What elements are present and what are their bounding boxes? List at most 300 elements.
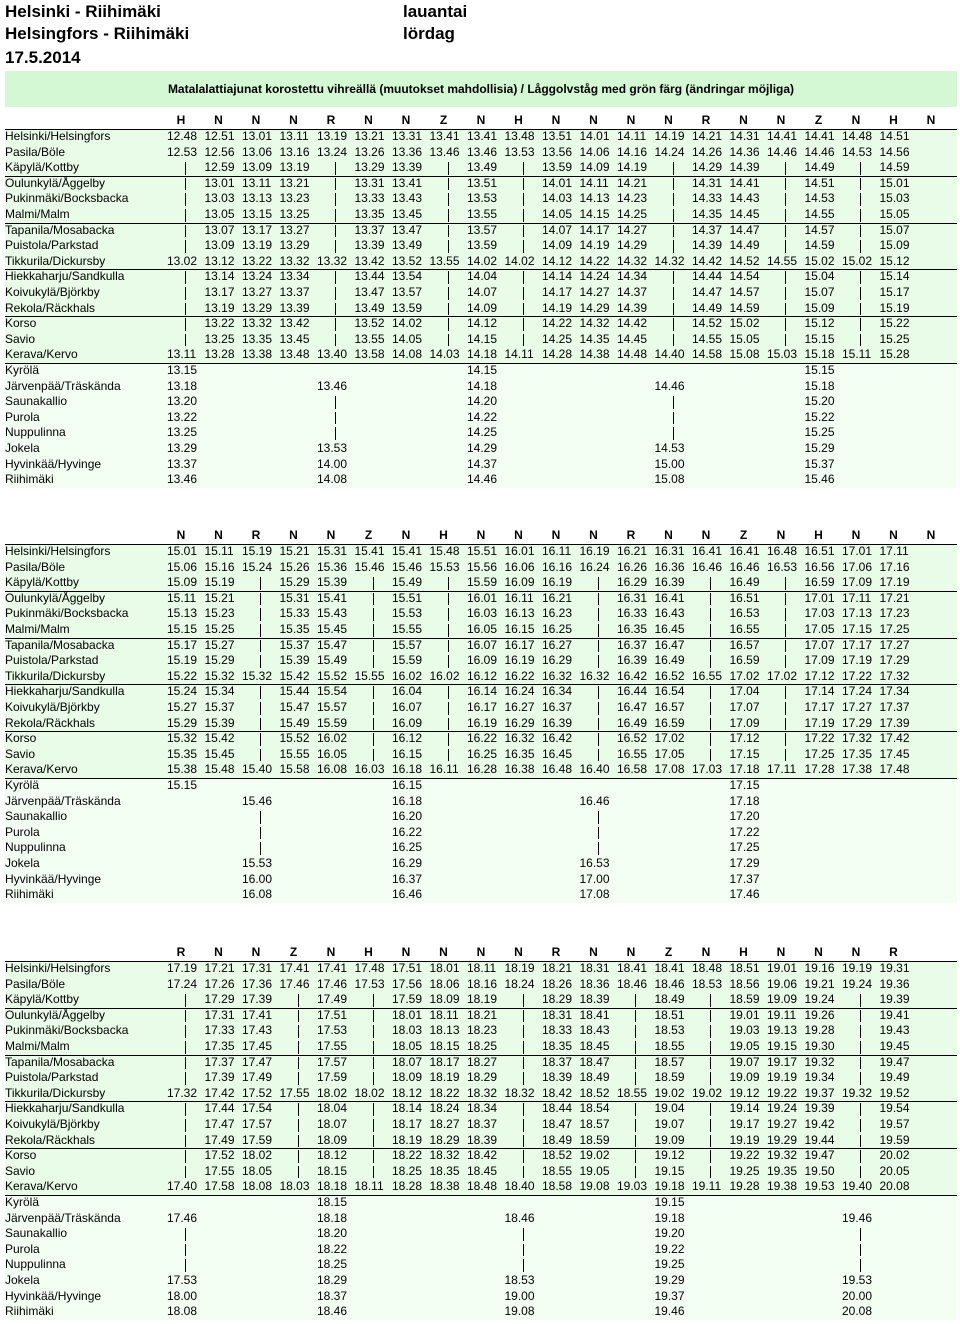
- departure-time: 18.29: [317, 1273, 348, 1287]
- pass-through-marker: [673, 334, 674, 347]
- departure-time: 13.06: [242, 144, 273, 159]
- departure-time: 14.09: [579, 160, 610, 175]
- pass-through-marker: [373, 655, 374, 668]
- pass-through-marker: [860, 1244, 861, 1257]
- pass-through-marker: [185, 334, 186, 347]
- departure-time: 16.05: [317, 746, 348, 761]
- departure-time: 15.21: [204, 590, 235, 605]
- departure-time: 13.20: [167, 394, 198, 409]
- departure-time: 18.51: [729, 961, 760, 975]
- departure-time: 14.42: [617, 316, 648, 331]
- station-name: Malmi/Malm: [5, 622, 70, 636]
- departure-time: 17.43: [242, 1023, 273, 1038]
- station-name: Malmi/Malm: [5, 1039, 70, 1053]
- departure-time: 19.52: [879, 1085, 910, 1100]
- departure-time: 18.35: [429, 1163, 460, 1178]
- pass-through-marker: [448, 178, 449, 191]
- departure-time: 17.27: [842, 700, 873, 714]
- departure-time: 14.25: [617, 207, 648, 221]
- station-name: Koivukylä/Björkby: [5, 285, 100, 299]
- departure-time: 19.25: [654, 1257, 685, 1272]
- departure-time: 14.07: [542, 222, 573, 237]
- pass-through-marker: [710, 640, 711, 653]
- departure-time: 16.08: [317, 762, 348, 777]
- departure-time: 18.34: [467, 1101, 498, 1116]
- departure-time: 16.21: [542, 590, 573, 605]
- train-code: N: [364, 113, 373, 127]
- station-name: Helsinki/Helsingfors: [5, 961, 111, 975]
- departure-time: 15.31: [279, 590, 310, 605]
- departure-time: 16.05: [467, 622, 498, 636]
- pass-through-marker: [185, 1135, 186, 1148]
- departure-time: 17.16: [879, 559, 910, 574]
- departure-time: 16.40: [579, 762, 610, 777]
- departure-time: 19.50: [804, 1163, 835, 1178]
- departure-time: 16.47: [617, 700, 648, 714]
- departure-time: 14.41: [804, 129, 835, 143]
- departure-time: 17.45: [879, 746, 910, 761]
- departure-time: 16.11: [542, 544, 572, 558]
- train-code: N: [214, 528, 223, 542]
- departure-time: 13.09: [204, 238, 235, 253]
- departure-time: 16.51: [804, 544, 835, 558]
- departure-time: 14.59: [804, 238, 835, 253]
- departure-time: 15.59: [392, 653, 423, 668]
- departure-time: 13.07: [204, 222, 235, 237]
- departure-time: 15.25: [879, 331, 910, 346]
- pass-through-marker: [710, 686, 711, 699]
- departure-time: 16.55: [692, 668, 723, 683]
- departure-time: 16.21: [617, 544, 648, 558]
- departure-time: 14.11: [579, 175, 609, 190]
- departure-time: 19.22: [729, 1148, 760, 1163]
- departure-time: 18.28: [392, 1179, 423, 1194]
- departure-time: 19.30: [804, 1039, 835, 1053]
- departure-time: 14.09: [467, 300, 498, 315]
- departure-time: 14.22: [542, 316, 573, 331]
- departure-time: 18.04: [317, 1101, 348, 1116]
- departure-time: 16.44: [617, 684, 648, 699]
- train-code: N: [401, 945, 411, 959]
- departure-time: 16.15: [392, 746, 423, 761]
- departure-time: 16.39: [654, 575, 685, 590]
- pass-through-marker: [635, 1057, 636, 1070]
- departure-time: 18.48: [692, 961, 723, 975]
- departure-time: 13.48: [279, 347, 310, 362]
- departure-time: 16.03: [467, 606, 498, 621]
- departure-time: 17.26: [204, 976, 235, 991]
- departure-time: 17.59: [242, 1132, 273, 1147]
- pass-through-marker: [860, 1228, 861, 1241]
- pass-through-marker: [298, 1010, 299, 1023]
- departure-time: 19.15: [654, 1195, 685, 1209]
- departure-time: 13.49: [354, 300, 385, 315]
- pass-through-marker: [860, 193, 861, 206]
- pass-through-marker: [523, 1025, 524, 1038]
- departure-time: 19.08: [579, 1179, 610, 1194]
- departure-time: 13.25: [204, 331, 235, 346]
- pass-through-marker: [523, 225, 524, 238]
- departure-time: 15.48: [429, 544, 460, 558]
- pass-through-marker: [860, 303, 861, 316]
- departure-time: 19.09: [767, 992, 798, 1007]
- pass-through-marker: [185, 162, 186, 175]
- departure-time: 13.45: [392, 207, 423, 221]
- pass-through-marker: [260, 842, 261, 855]
- departure-time: 19.17: [767, 1054, 798, 1069]
- departure-time: 14.48: [617, 347, 648, 362]
- pass-through-marker: [860, 271, 861, 284]
- departure-time: 13.42: [279, 316, 310, 331]
- pass-through-marker: [785, 240, 786, 253]
- departure-time: 14.24: [654, 144, 685, 159]
- train-code: R: [889, 945, 898, 959]
- departure-time: 16.39: [542, 715, 573, 730]
- departure-time: 18.06: [429, 976, 460, 991]
- station-name: Kyrölä: [5, 1195, 40, 1209]
- departure-time: 16.32: [542, 668, 573, 683]
- pass-through-marker: [260, 624, 261, 637]
- train-code: N: [814, 945, 823, 959]
- pass-through-marker: [373, 1119, 374, 1132]
- train-code: N: [439, 945, 448, 959]
- departure-time: 14.55: [692, 331, 723, 346]
- station-name: Koivukylä/Björkby: [5, 1117, 100, 1131]
- date-label: 17.5.2014: [5, 48, 81, 67]
- departure-time: 15.28: [879, 347, 910, 362]
- station-name: Savio: [5, 1163, 36, 1178]
- departure-time: 15.14: [879, 269, 910, 284]
- departure-time: 13.29: [167, 441, 198, 455]
- departure-time: 13.53: [317, 441, 348, 455]
- station-name: Jokela: [5, 856, 40, 870]
- departure-time: 17.34: [879, 684, 910, 699]
- departure-time: 14.53: [804, 191, 835, 206]
- train-code: N: [626, 113, 636, 127]
- departure-time: 16.17: [504, 637, 535, 652]
- departure-time: 17.41: [279, 961, 310, 975]
- departure-time: 17.46: [317, 976, 348, 991]
- departure-time: 13.33: [354, 191, 385, 206]
- departure-time: 13.16: [279, 144, 310, 159]
- departure-time: 12.48: [167, 129, 198, 143]
- departure-time: 15.00: [654, 456, 685, 471]
- departure-time: 14.22: [467, 409, 498, 424]
- train-code: Z: [439, 113, 448, 127]
- departure-time: 19.44: [804, 1132, 835, 1147]
- departure-time: 15.31: [317, 544, 348, 558]
- departure-time: 15.55: [392, 622, 423, 636]
- departure-time: 13.46: [317, 378, 348, 393]
- departure-time: 18.03: [392, 1023, 423, 1038]
- pass-through-marker: [448, 240, 449, 253]
- departure-time: 18.27: [467, 1054, 498, 1069]
- pass-through-marker: [185, 287, 186, 300]
- departure-time: 14.42: [692, 253, 723, 268]
- pass-through-marker: [448, 225, 449, 238]
- station-name: Hiekkaharju/Sandkulla: [5, 1101, 125, 1116]
- departure-time: 15.44: [279, 684, 310, 699]
- pass-through-marker: [860, 162, 861, 175]
- departure-time: 19.17: [729, 1117, 760, 1131]
- departure-time: 17.18: [729, 762, 760, 777]
- departure-time: 18.07: [392, 1054, 423, 1069]
- departure-time: 19.08: [504, 1304, 535, 1319]
- pass-through-marker: [860, 1166, 861, 1179]
- departure-time: 15.02: [804, 253, 835, 268]
- departure-time: 13.46: [429, 144, 460, 159]
- weekday-sv: lördag: [403, 24, 455, 43]
- station-name: Jokela: [5, 441, 40, 455]
- departure-time: 15.22: [804, 409, 835, 424]
- departure-time: 18.38: [429, 1179, 460, 1194]
- departure-time: 13.31: [392, 129, 423, 143]
- departure-time: 13.23: [279, 191, 310, 206]
- departure-time: 17.59: [317, 1070, 348, 1085]
- pass-through-marker: [860, 1041, 861, 1054]
- departure-time: 18.47: [542, 1117, 573, 1131]
- departure-time: 17.02: [654, 731, 685, 746]
- pass-through-marker: [298, 1057, 299, 1070]
- pass-through-marker: [860, 1119, 861, 1132]
- departure-time: 17.06: [842, 559, 873, 574]
- departure-time: 17.52: [204, 1148, 235, 1163]
- departure-time: 16.59: [804, 575, 835, 590]
- pass-through-marker: [185, 303, 186, 316]
- train-code: N: [289, 113, 298, 127]
- pass-through-marker: [185, 1259, 186, 1272]
- station-name: Oulunkylä/Åggelby: [5, 1007, 106, 1022]
- departure-time: 17.19: [804, 715, 835, 730]
- departure-time: 18.39: [467, 1132, 498, 1147]
- departure-time: 14.58: [692, 347, 723, 362]
- departure-time: 16.22: [467, 731, 498, 746]
- departure-time: 18.29: [542, 992, 573, 1007]
- pass-through-marker: [785, 209, 786, 222]
- departure-time: 15.09: [167, 575, 198, 590]
- pass-through-marker: [523, 334, 524, 347]
- pass-through-marker: [860, 209, 861, 222]
- departure-time: 16.41: [729, 544, 760, 558]
- departure-time: 14.18: [467, 378, 498, 393]
- departure-time: 18.37: [467, 1117, 498, 1131]
- pass-through-marker: [785, 271, 786, 284]
- departure-time: 18.15: [317, 1163, 348, 1178]
- pass-through-marker: [710, 608, 711, 621]
- train-code: Z: [739, 528, 748, 542]
- pass-through-marker: [710, 1041, 711, 1054]
- pass-through-marker: [260, 655, 261, 668]
- departure-time: 17.05: [804, 622, 835, 636]
- pass-through-marker: [185, 318, 186, 331]
- pass-through-marker: [710, 1150, 711, 1163]
- pass-through-marker: [523, 240, 524, 253]
- departure-time: 15.12: [804, 316, 835, 331]
- departure-time: 18.55: [654, 1039, 685, 1053]
- departure-time: 14.00: [317, 456, 348, 471]
- departure-time: 17.39: [879, 715, 910, 730]
- departure-time: 18.09: [317, 1132, 348, 1147]
- departure-time: 14.39: [692, 238, 723, 253]
- departure-time: 18.41: [579, 1007, 610, 1022]
- departure-time: 16.51: [729, 590, 760, 605]
- departure-time: 14.29: [692, 160, 723, 175]
- departure-time: 18.37: [542, 1054, 573, 1069]
- pass-through-marker: [710, 1135, 711, 1148]
- departure-time: 17.55: [279, 1085, 310, 1100]
- departure-time: 17.53: [317, 1023, 348, 1038]
- departure-time: 16.43: [654, 606, 685, 621]
- departure-time: 14.19: [654, 129, 685, 143]
- train-code: N: [776, 113, 786, 127]
- departure-time: 17.53: [167, 1273, 198, 1287]
- pass-through-marker: [785, 334, 786, 347]
- departure-time: 16.39: [617, 653, 648, 668]
- departure-time: 19.19: [729, 1132, 760, 1147]
- pass-through-marker: [635, 1166, 636, 1179]
- departure-time: 14.27: [579, 285, 610, 299]
- departure-time: 14.20: [467, 394, 498, 409]
- departure-time: 16.26: [617, 559, 648, 574]
- pass-through-marker: [373, 593, 374, 606]
- departure-time: 15.20: [804, 394, 835, 409]
- pass-through-marker: [448, 287, 449, 300]
- departure-time: 17.05: [654, 746, 685, 761]
- departure-time: 14.02: [504, 253, 535, 268]
- departure-time: 14.32: [654, 253, 685, 268]
- train-code: N: [664, 113, 673, 127]
- departure-time: 19.22: [654, 1241, 685, 1256]
- pass-through-marker: [373, 733, 374, 746]
- pass-through-marker: [785, 640, 786, 653]
- station-name: Rekola/Räckhals: [5, 1132, 96, 1147]
- departure-time: 16.41: [654, 590, 685, 605]
- departure-time: 13.27: [279, 222, 310, 237]
- departure-time: 18.46: [654, 976, 685, 991]
- pass-through-marker: [785, 303, 786, 316]
- departure-time: 17.09: [842, 575, 873, 590]
- station-name: Saunakallio: [5, 809, 68, 824]
- departure-time: 15.35: [279, 622, 310, 636]
- station-name: Hiekkaharju/Sandkulla: [5, 684, 125, 699]
- departure-time: 18.35: [542, 1039, 573, 1053]
- departure-time: 13.55: [429, 253, 460, 268]
- train-code: H: [364, 945, 373, 959]
- departure-time: 14.57: [729, 285, 760, 299]
- departure-time: 16.12: [467, 668, 498, 683]
- departure-time: 12.51: [204, 129, 235, 143]
- pass-through-marker: [373, 702, 374, 715]
- train-code: R: [626, 528, 636, 542]
- departure-time: 16.20: [392, 809, 423, 824]
- pass-through-marker: [673, 303, 674, 316]
- departure-time: 13.19: [317, 129, 348, 143]
- departure-time: 18.31: [579, 961, 610, 975]
- departure-time: 18.48: [467, 1179, 498, 1194]
- pass-through-marker: [448, 718, 449, 731]
- pass-through-marker: [185, 271, 186, 284]
- pass-through-marker: [260, 827, 261, 840]
- departure-time: 18.02: [242, 1148, 273, 1163]
- station-name: Hyvinkää/Hyvinge: [5, 1288, 102, 1303]
- departure-time: 17.14: [804, 684, 835, 699]
- pass-through-marker: [785, 225, 786, 238]
- departure-time: 17.55: [204, 1163, 235, 1178]
- train-code: N: [626, 945, 636, 959]
- departure-time: 15.42: [204, 731, 235, 746]
- departure-time: 19.26: [804, 1007, 835, 1022]
- departure-time: 14.53: [842, 144, 873, 159]
- departure-time: 13.02: [167, 253, 198, 268]
- pass-through-marker: [860, 994, 861, 1007]
- departure-time: 14.18: [467, 347, 498, 362]
- station-name: Korso: [5, 731, 37, 746]
- departure-time: 16.29: [617, 575, 648, 590]
- departure-time: 15.35: [167, 746, 198, 761]
- station-name: Purola: [5, 409, 40, 424]
- departure-time: 18.22: [317, 1241, 348, 1256]
- departure-time: 13.41: [467, 129, 498, 143]
- train-code: N: [401, 113, 411, 127]
- departure-time: 14.12: [542, 253, 573, 268]
- departure-time: 13.15: [167, 363, 198, 377]
- pass-through-marker: [523, 1010, 524, 1023]
- departure-time: 15.46: [804, 472, 835, 487]
- pass-through-marker: [448, 686, 449, 699]
- pass-through-marker: [673, 287, 674, 300]
- pass-through-marker: [523, 1072, 524, 1085]
- departure-time: 16.32: [504, 731, 535, 746]
- pass-through-marker: [860, 240, 861, 253]
- pass-through-marker: [185, 1228, 186, 1241]
- pass-through-marker: [635, 1103, 636, 1116]
- departure-time: 17.11: [842, 590, 872, 605]
- departure-time: 18.56: [729, 976, 760, 991]
- departure-time: 19.28: [729, 1179, 760, 1194]
- departure-time: 13.37: [167, 456, 198, 471]
- departure-time: 15.51: [392, 590, 423, 605]
- departure-time: 18.42: [467, 1148, 498, 1163]
- departure-time: 13.35: [242, 331, 273, 346]
- departure-time: 13.53: [504, 144, 535, 159]
- departure-time: 17.19: [167, 961, 198, 975]
- departure-time: 17.39: [204, 1070, 235, 1085]
- departure-time: 17.17: [804, 700, 835, 714]
- departure-time: 18.52: [579, 1085, 610, 1100]
- train-code: R: [326, 113, 336, 127]
- pass-through-marker: [448, 593, 449, 606]
- departure-time: 16.45: [542, 746, 573, 761]
- departure-time: 16.56: [804, 559, 835, 574]
- departure-time: 19.16: [804, 961, 835, 975]
- departure-time: 14.02: [467, 253, 498, 268]
- station-name: Purola: [5, 824, 40, 839]
- pass-through-marker: [185, 1150, 186, 1163]
- departure-time: 19.09: [729, 1070, 760, 1085]
- pass-through-marker: [335, 162, 336, 175]
- pass-through-marker: [710, 1057, 711, 1070]
- departure-time: 16.09: [504, 575, 535, 590]
- pass-through-marker: [785, 733, 786, 746]
- departure-time: 14.37: [617, 285, 648, 299]
- departure-time: 18.36: [579, 976, 610, 991]
- departure-time: 13.48: [504, 129, 535, 143]
- departure-time: 14.55: [804, 207, 835, 221]
- departure-time: 14.54: [729, 269, 760, 284]
- pass-through-marker: [335, 225, 336, 238]
- departure-time: 18.59: [729, 992, 760, 1007]
- departure-time: 14.36: [729, 144, 760, 159]
